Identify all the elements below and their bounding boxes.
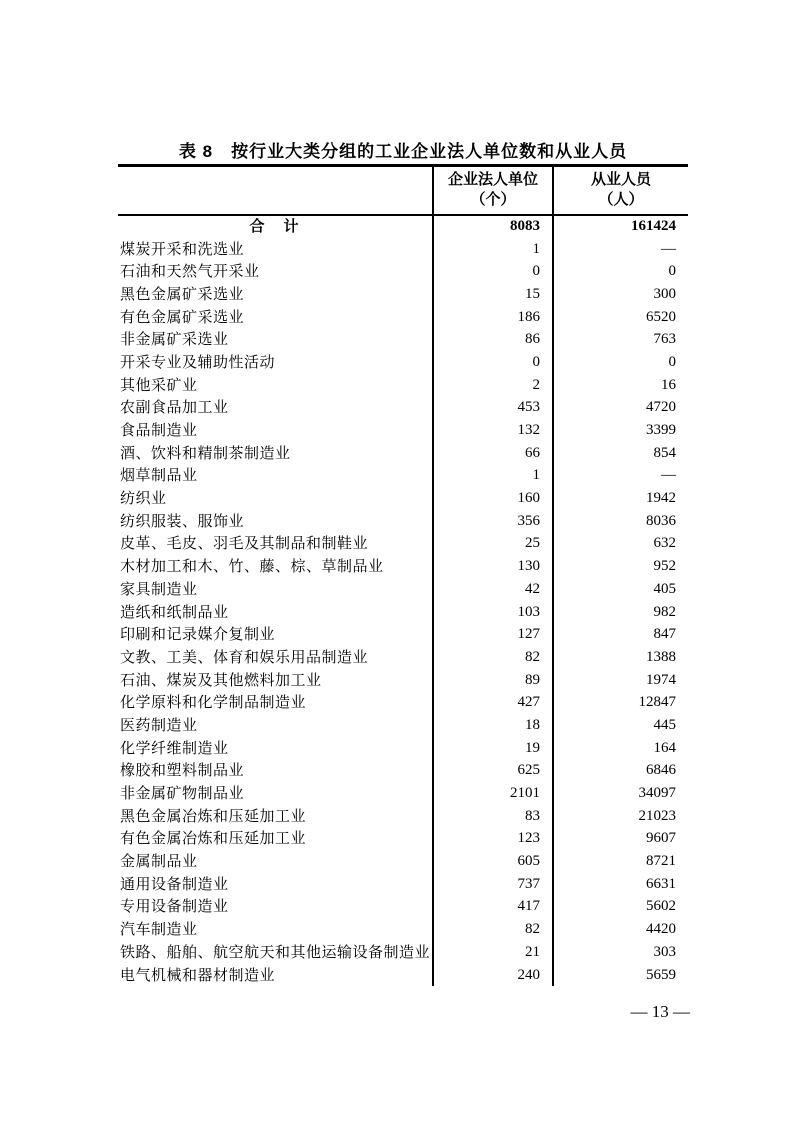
total-label: 合 计: [249, 218, 301, 236]
table-row: [118, 510, 688, 533]
units-value: 427: [433, 691, 553, 714]
employees-value: 952: [553, 555, 688, 578]
industry-name: 通用设备制造业: [120, 875, 229, 893]
units-value: 82: [433, 918, 553, 941]
table-row: [118, 397, 688, 420]
units-value: 42: [433, 578, 553, 601]
units-value: 160: [433, 487, 553, 510]
units-value: 186: [433, 306, 553, 329]
industry-name: 造纸和纸制品业: [120, 603, 229, 621]
table-row: [118, 260, 688, 283]
table-row: [118, 533, 688, 556]
employees-value: 5659: [553, 964, 688, 987]
employees-value: 34097: [553, 782, 688, 805]
units-value: 1: [433, 465, 553, 488]
header-legal-units-line2: （个）: [470, 191, 516, 208]
industry-statistics-table: [118, 164, 688, 986]
header-industry-blank: [118, 166, 433, 216]
units-value: 453: [433, 397, 553, 420]
units-value: 130: [433, 555, 553, 578]
employees-value: 1942: [553, 487, 688, 510]
employees-value: —: [553, 238, 688, 261]
industry-name: 家具制造业: [120, 580, 198, 598]
industry-name: 印刷和记录媒介复制业: [120, 626, 276, 644]
industry-name: 有色金属矿采选业: [120, 308, 245, 326]
units-value: 0: [433, 351, 553, 374]
table-row: [118, 828, 688, 851]
industry-name: 食品制造业: [120, 422, 198, 440]
header-legal-units-line1: 企业法人单位: [447, 171, 538, 188]
industry-name: 黑色金属矿采选业: [120, 285, 245, 303]
industry-name: 黑色金属冶炼和压延加工业: [120, 807, 307, 825]
table-row: [118, 941, 688, 964]
industry-name: 皮革、毛皮、羽毛及其制品和制鞋业: [120, 535, 369, 553]
units-value: 18: [433, 714, 553, 737]
employees-value: 405: [553, 578, 688, 601]
units-value: 25: [433, 533, 553, 556]
table-row: [118, 691, 688, 714]
units-value: 625: [433, 760, 553, 783]
employees-value: 16: [553, 374, 688, 397]
table-row: [118, 669, 688, 692]
table-row: [118, 578, 688, 601]
industry-name: 电气机械和器材制造业: [120, 966, 276, 984]
table-row: [118, 737, 688, 760]
units-value: 86: [433, 328, 553, 351]
employees-value: 9607: [553, 828, 688, 851]
units-value: 240: [433, 964, 553, 987]
units-value: 123: [433, 828, 553, 851]
employees-value: 632: [553, 533, 688, 556]
employees-value: 445: [553, 714, 688, 737]
industry-name: 石油、煤炭及其他燃料加工业: [120, 671, 322, 689]
table-row: [118, 850, 688, 873]
table-row: [118, 487, 688, 510]
industry-name: 纺织服装、服饰业: [120, 512, 245, 530]
units-value: 89: [433, 669, 553, 692]
employees-value: 5602: [553, 896, 688, 919]
industry-name: 橡胶和塑料制品业: [120, 762, 245, 780]
units-value: 2101: [433, 782, 553, 805]
industry-name: 有色金属冶炼和压延加工业: [120, 830, 307, 848]
employees-value: —: [553, 465, 688, 488]
table-row: [118, 419, 688, 442]
employees-value: 6520: [553, 306, 688, 329]
employees-value: 982: [553, 601, 688, 624]
table-row: [118, 555, 688, 578]
units-value: 127: [433, 623, 553, 646]
employees-value: 1388: [553, 646, 688, 669]
table-row: [118, 238, 688, 261]
table-row: [118, 714, 688, 737]
industry-name: 木材加工和木、竹、藤、棕、草制品业: [120, 558, 384, 576]
industry-name: 非金属矿物制品业: [120, 785, 245, 803]
industry-name: 铁路、船舶、航空航天和其他运输设备制造业: [120, 943, 431, 961]
table-body: [118, 215, 688, 986]
units-value: 103: [433, 601, 553, 624]
employees-value: 21023: [553, 805, 688, 828]
units-value: 15: [433, 283, 553, 306]
employees-value: 1974: [553, 669, 688, 692]
units-value: 132: [433, 419, 553, 442]
table-title: 表 8 按行业大类分组的工业企业法人单位数和从业人员: [178, 142, 628, 161]
page-number: — 13 —: [630, 1002, 690, 1021]
employees-value: 854: [553, 442, 688, 465]
industry-name: 化学纤维制造业: [120, 739, 229, 757]
employees-value: 847: [553, 623, 688, 646]
units-value: 83: [433, 805, 553, 828]
industry-name: 金属制品业: [120, 853, 198, 871]
industry-name: 酒、饮料和精制茶制造业: [120, 444, 291, 462]
industry-name: 汽车制造业: [120, 921, 198, 939]
table-row: [118, 442, 688, 465]
industry-name: 纺织业: [120, 490, 167, 508]
table-row: [118, 623, 688, 646]
industry-name: 专用设备制造业: [120, 898, 229, 916]
industry-name: 非金属矿采选业: [120, 331, 229, 349]
table-row: [118, 465, 688, 488]
table-row: [118, 351, 688, 374]
table-row: [118, 873, 688, 896]
industry-name: 煤炭开采和洗选业: [120, 240, 245, 258]
table-row: [118, 896, 688, 919]
employees-value: 303: [553, 941, 688, 964]
employees-value: 6846: [553, 760, 688, 783]
industry-name: 医药制造业: [120, 716, 198, 734]
industry-name: 开采专业及辅助性活动: [120, 353, 276, 371]
units-value: 1: [433, 238, 553, 261]
table-row: [118, 374, 688, 397]
header-employees: [553, 166, 688, 216]
table-row: [118, 918, 688, 941]
units-value: 82: [433, 646, 553, 669]
table-row: [118, 306, 688, 329]
header-row: [118, 166, 688, 216]
table-row: [118, 760, 688, 783]
industry-name: 石油和天然气开采业: [120, 263, 260, 281]
employees-value: 0: [553, 260, 688, 283]
units-value: 417: [433, 896, 553, 919]
employees-value: 8721: [553, 850, 688, 873]
table-row: [118, 328, 688, 351]
industry-name: 农副食品加工业: [120, 399, 229, 417]
employees-value: 164: [553, 737, 688, 760]
industry-name: 化学原料和化学制品制造业: [120, 694, 307, 712]
units-value: 356: [433, 510, 553, 533]
table-row: [118, 964, 688, 987]
employees-value: 12847: [553, 691, 688, 714]
employees-value: 8036: [553, 510, 688, 533]
employees-value: 3399: [553, 419, 688, 442]
units-value: 19: [433, 737, 553, 760]
total-employees-value: 161424: [553, 215, 688, 238]
employees-value: 0: [553, 351, 688, 374]
units-value: 0: [433, 260, 553, 283]
employees-value: 763: [553, 328, 688, 351]
table-row: [118, 782, 688, 805]
units-value: 66: [433, 442, 553, 465]
employees-value: 4720: [553, 397, 688, 420]
industry-name: 其他采矿业: [120, 376, 198, 394]
units-value: 21: [433, 941, 553, 964]
industry-name: 烟草制品业: [120, 467, 198, 485]
table-row: [118, 646, 688, 669]
units-value: 2: [433, 374, 553, 397]
header-legal-units: [433, 166, 553, 216]
table-row: [118, 805, 688, 828]
header-employees-line2: （人）: [598, 191, 644, 208]
industry-name: 文教、工美、体育和娱乐用品制造业: [120, 648, 369, 666]
table-row: [118, 283, 688, 306]
employees-value: 300: [553, 283, 688, 306]
employees-value: 6631: [553, 873, 688, 896]
employees-value: 4420: [553, 918, 688, 941]
units-value: 737: [433, 873, 553, 896]
total-units-value: 8083: [433, 215, 553, 238]
header-employees-line1: 从业人员: [590, 171, 651, 188]
table-row: [118, 601, 688, 624]
units-value: 605: [433, 850, 553, 873]
total-row: [118, 215, 688, 238]
